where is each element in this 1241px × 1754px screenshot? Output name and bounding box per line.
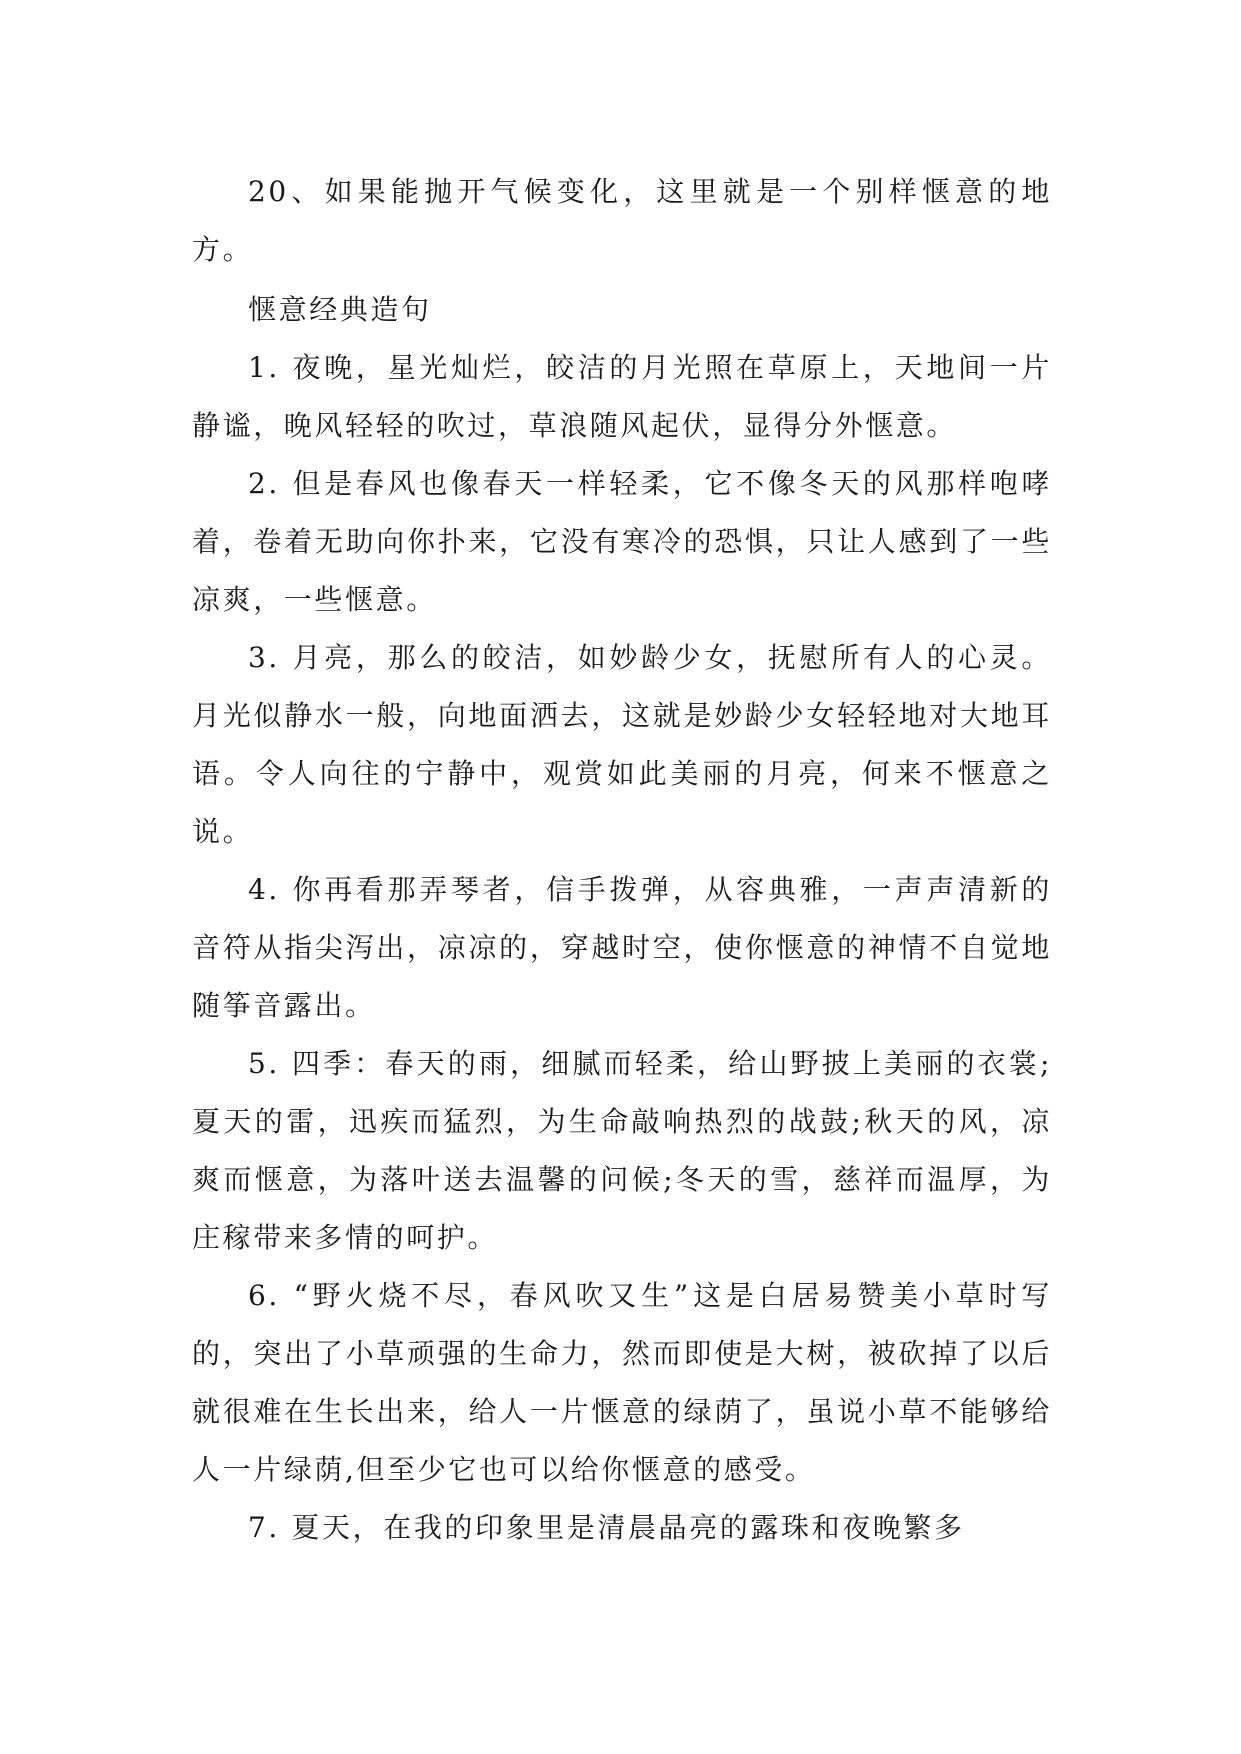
section-heading: 惬意经典造句 (248, 293, 432, 326)
paragraph-item-20: 20、如果能抛开气候变化，这里就是一个别样惬意的地方。 (192, 175, 1052, 266)
sentence-6: 6. “野火烧不尽，春风吹又生”这是白居易赞美小草时写的，突出了小草顽强的生命力，然而即使是大树，被砍掉了以后就很难在生长出来，给人一片惬意的绿荫了，虽说小草不能够给人一片绿荫,但至少它也可以给你惬意的感受。 (192, 1279, 1052, 1486)
sentence-4: 4. 你再看那弄琴者，信手拨弹，从容典雅，一声声清新的音符从指尖泻出，凉凉的，穿越时空，使你惬意的神情不自觉地随筝音露出。 (192, 873, 1052, 1022)
sentence-5: 5. 四季：春天的雨，细腻而轻柔，给山野披上美丽的衣裳;夏天的雷，迅疾而猛烈，为生命敲响热烈的战鼓;秋天的风，凉爽而惬意，为落叶送去温馨的问候;冬天的雪，慈祥而温厚，为庄稼带来多情的呵护。 (192, 1047, 1052, 1254)
sentence-3: 3. 月亮，那么的皎洁，如妙龄少女，抚慰所有人的心灵。月光似静水一般，向地面洒去，这就是妙龄少女轻轻地对大地耳语。令人向往的宁静中，观赏如此美丽的月亮，何来不惬意之说。 (192, 641, 1052, 848)
sentence-1: 1. 夜晚，星光灿烂，皎洁的月光照在草原上，天地间一片静谧，晚风轻轻的吹过，草浪随风起伏，显得分外惬意。 (192, 351, 1052, 442)
document-page (192, 163, 1052, 1557)
sentence-2: 2. 但是春风也像春天一样轻柔，它不像冬天的风那样咆哮着，卷着无助向你扑来，它没有寒冷的恐惧，只让人感到了一些凉爽，一些惬意。 (192, 467, 1052, 616)
sentence-7: 7. 夏天，在我的印象里是清晨晶亮的露珠和夜晚繁多 (248, 1511, 965, 1544)
